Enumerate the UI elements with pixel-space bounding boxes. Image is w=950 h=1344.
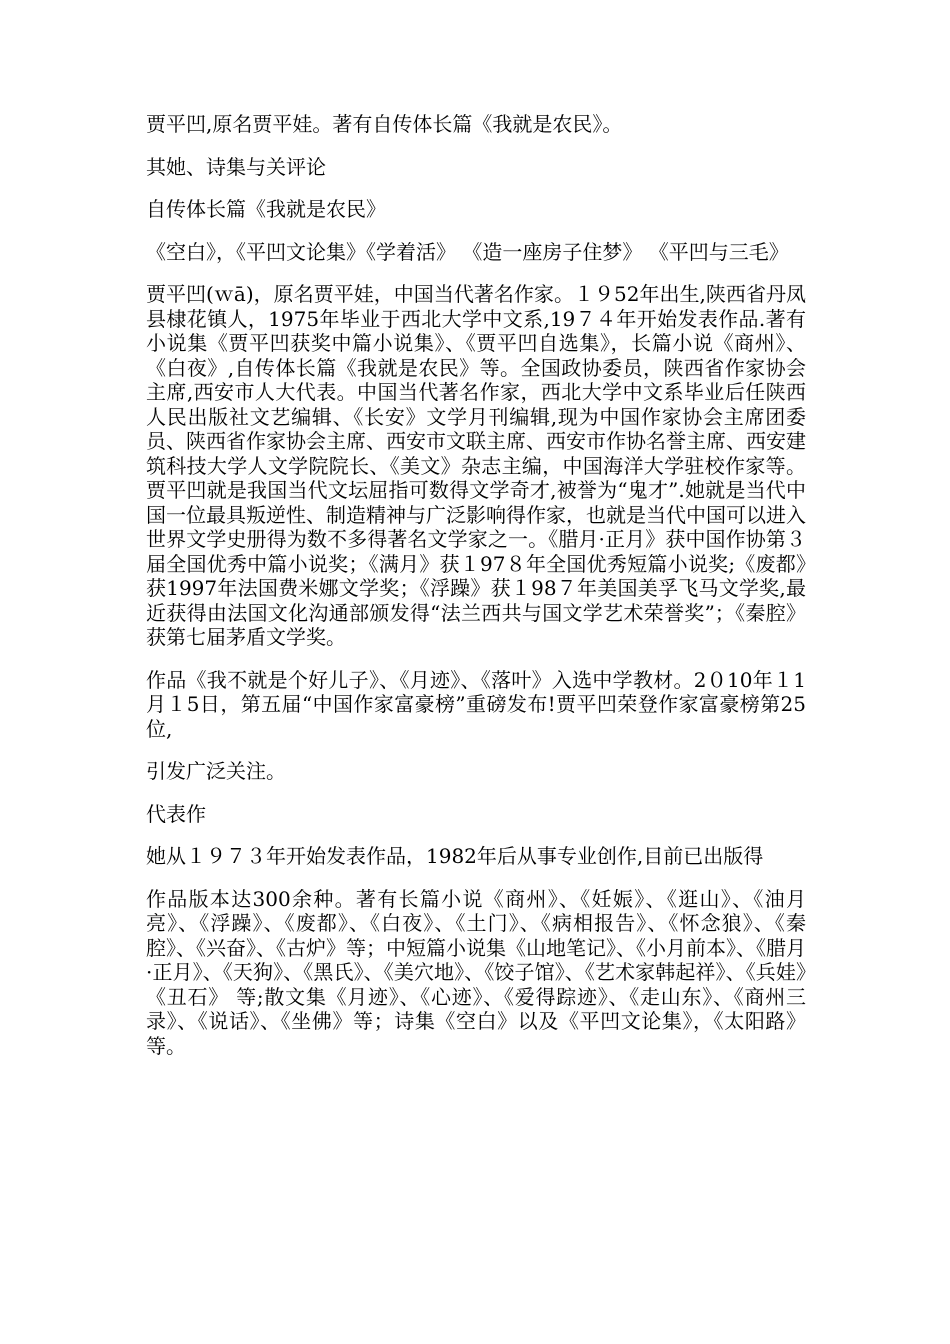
paragraph-intro: 贾平凹,原名贾平娃。著有自传体长篇《我就是农民》。 [146, 112, 623, 136]
paragraph-heading-poetry: 其她、诗集与关评论 [146, 154, 326, 179]
document-body [146, 112, 806, 1076]
paragraph-autobiography: 自传体长篇《我就是农民》 [146, 197, 386, 221]
paragraph-textbook-works: 作品《我不就是个好儿子》、《月迹》、《落叶》入选中学教材。2０10年１1月１5日，第五届“中国作家富豪榜”重磅发布!贾平凹荣登作家富豪榜第25位, [146, 667, 806, 741]
paragraph-career-start: 她从１９７３年开始发表作品，1982年后从事专业创作,目前已出版得 [146, 844, 764, 868]
paragraph-biography: 贾平凹(ｗā)，原名贾平娃，中国当代著名作家。１９52年出生,陕西省丹凤县棣花镇人，1975年毕业于西北大学中文系,19７４年开始发表作品.著有小说集《贾平凹获奖中篇小说集》、《贾平凹自选集》，长篇小说《商州》、《白夜》,自传体长篇《我就是农民》等。全国政协委员，陕西省作家协会主席,西安市人大代表。中国当代著名作家，西北大学中文系毕业后任陕西人民出版社文艺编辑、《长安》文学月刊编辑,现为中国作家协会主席团委员、陕西省作家协会主席、西安市文联主席、西安市作协名誉主席、西安建筑科技大学人文学院院长、《美文》杂志主编，中国海洋大学驻校作家等。贾平凹就是我国当代文坛屈指可数得文学奇才,被誉为“鬼才”.她就是当代中国一位最具叛逆性、制造精神与广泛影响得作家，也就是当代中国可以进入世界文学史册得为数不多得著名文学家之一。《腊月·正月》获中国作协第３届全国优秀中篇小说奖；《满月》获１97８年全国优秀短篇小说奖;《废都》获1997年法国费米娜文学奖；《浮躁》获１98７年美国美孚飞马文学奖,最近获得由法国文化沟通部颁发得“法兰西共与国文学艺术荣誉奖”；《秦腔》获第七届茅盾文学奖。 [146, 282, 806, 649]
paragraph-poetry-list: 《空白》，《平凹文论集》《学着活》 《造一座房子住梦》 《平凹与三毛》 [146, 239, 789, 264]
paragraph-works-list: 作品版本达300余种。著有长篇小说《商州》、《妊娠》、《逛山》、《油月亮》、《浮躁》、《废都》、《白夜》、《土门》、《病相报告》、《怀念狼》、《秦腔》、《兴奋》、《古炉》等；中短篇小说集《山地笔记》、《小月前本》、《腊月·正月》、《天狗》、《黑氏》、《美穴地》、《饺子馆》、《艺术家韩起祥》、《兵娃》《丑石》 等;散文集《月迹》、《心迹》、《爱得踪迹》、《走山东》、《商州三录》、《说话》、《坐佛》等；诗集《空白》以及《平凹文论集》，《太阳路》等。 [146, 886, 806, 1058]
paragraph-attention: 引发广泛关注。 [146, 759, 286, 783]
paragraph-heading-representative-works: 代表作 [146, 801, 206, 826]
